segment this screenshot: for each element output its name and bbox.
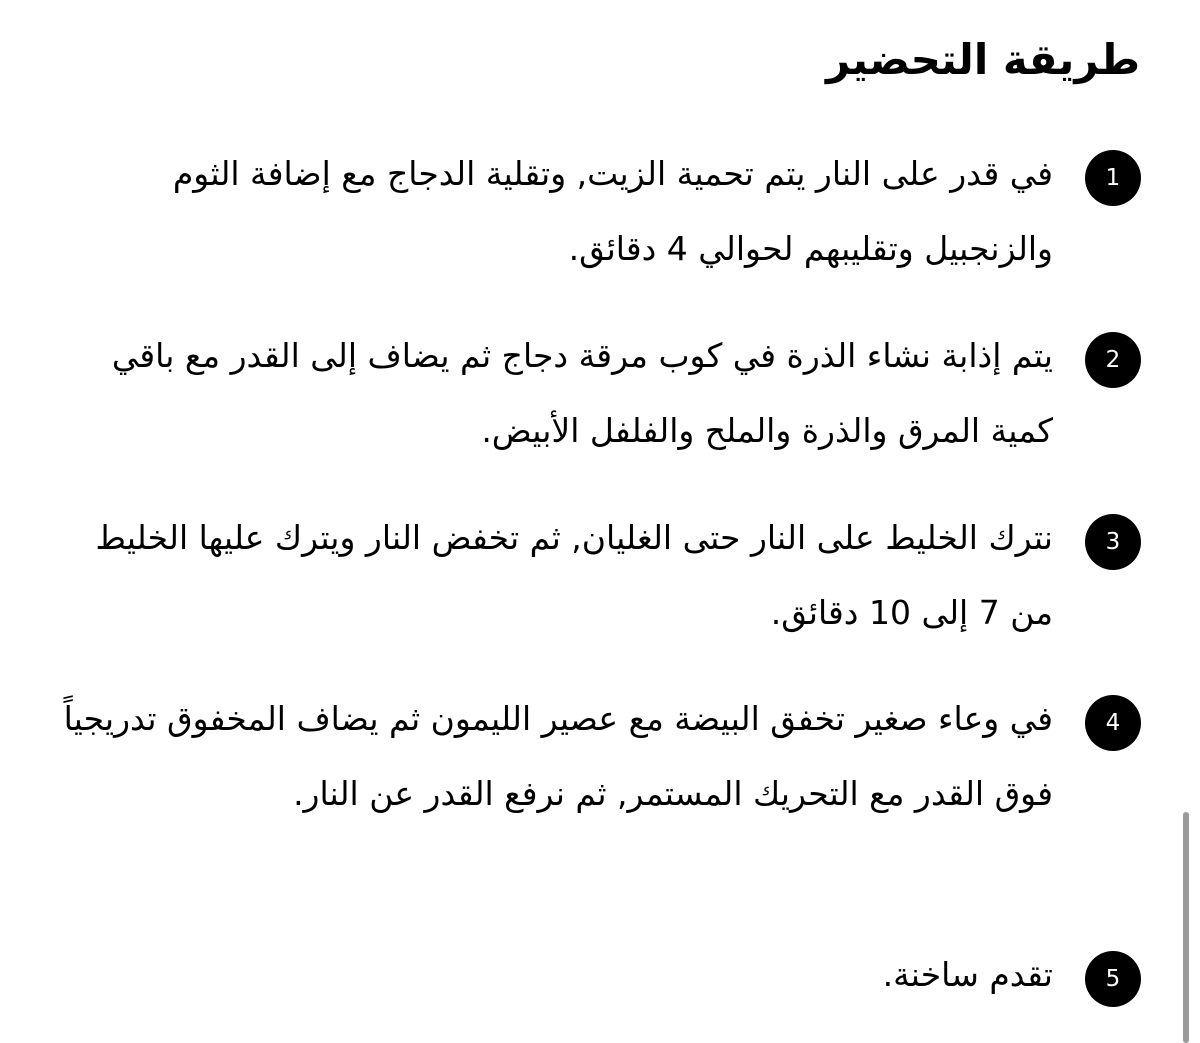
- step-text: في وعاء صغير تخفق البيضة مع عصير الليمون ثم يضاف المخفوق تدريجياً فوق القدر مع التحريك المستمر, ثم نرفع القدر عن النار.: [63, 699, 1053, 813]
- step-number-badge: 1: [1085, 150, 1141, 206]
- step-number-badge: 3: [1085, 514, 1141, 570]
- step-text: يتم إذابة نشاء الذرة في كوب مرقة دجاج ثم يضاف إلى القدر مع باقي كمية المرق والذرة والملح والفلفل الأبيض.: [111, 336, 1053, 450]
- section-title: طريقة التحضير: [825, 35, 1140, 84]
- step-text: في قدر على النار يتم تحمية الزيت, وتقلية الدجاج مع إضافة الثوم والزنجبيل وتقليبهم لحوالي 4 دقائق.: [172, 154, 1053, 268]
- step-text: نترك الخليط على النار حتى الغليان, ثم تخفض النار ويترك عليها الخليط من 7 إلى 10 دقائق.: [95, 518, 1053, 632]
- step-number-badge: 2: [1085, 332, 1141, 388]
- step-text: تقدم ساخنة.: [882, 955, 1053, 994]
- step-number-badge: 4: [1085, 695, 1141, 751]
- step-number-badge: 5: [1085, 951, 1141, 1007]
- scrollbar-thumb[interactable]: [1183, 812, 1189, 1043]
